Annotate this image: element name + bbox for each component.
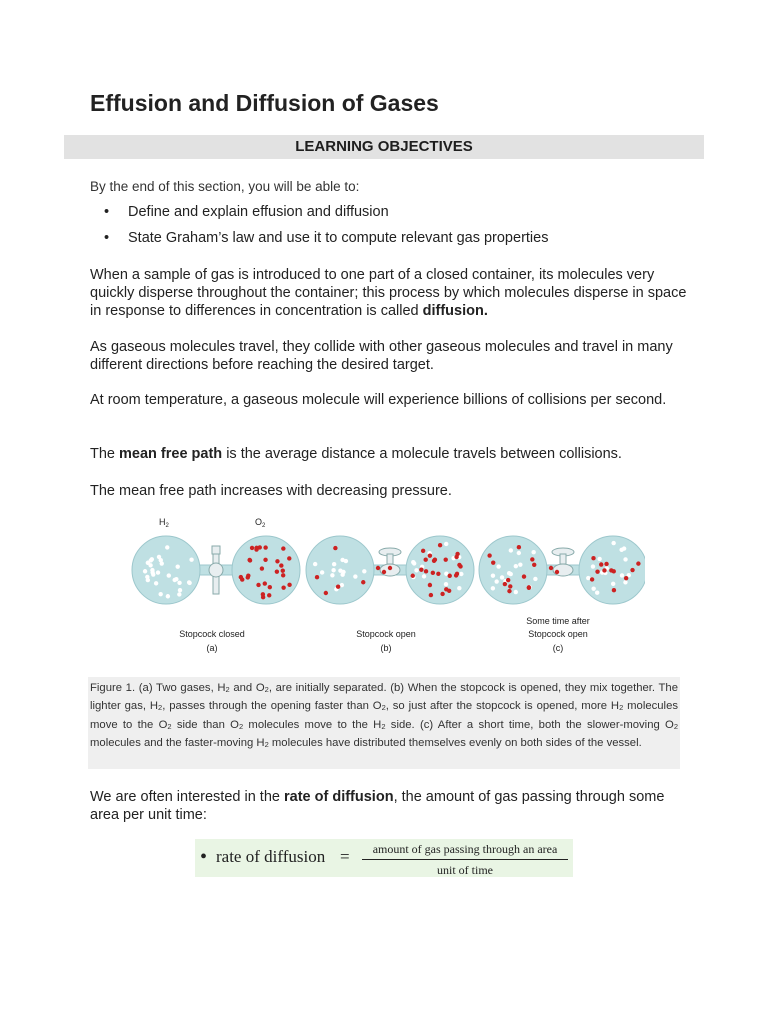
panel-some-time-after xyxy=(479,536,645,604)
h2-molecule xyxy=(362,569,366,573)
h2-molecule xyxy=(597,557,601,561)
o2-molecule xyxy=(454,555,458,559)
o2-molecule xyxy=(261,595,265,599)
h2-molecule xyxy=(189,558,193,562)
learning-objectives-header: LEARNING OBJECTIVES xyxy=(64,135,704,159)
o2-molecule xyxy=(250,546,254,550)
stopcock-handle xyxy=(212,546,220,554)
o2-molecule xyxy=(591,556,595,560)
o2-molecule xyxy=(260,566,264,570)
o2-molecule xyxy=(256,583,260,587)
o2-molecule xyxy=(388,566,392,570)
h2-molecule xyxy=(518,562,522,566)
panel-b-caption: Stopcock open xyxy=(356,629,416,639)
h2-molecule xyxy=(496,564,500,568)
h2-molecule xyxy=(338,569,342,573)
h2-molecule xyxy=(591,564,595,568)
o2-molecule xyxy=(530,557,534,561)
diffusion-term: diffusion. xyxy=(422,303,488,319)
o2-molecule xyxy=(263,558,267,562)
o2-molecule xyxy=(436,572,440,576)
o2-molecule xyxy=(431,571,435,575)
o2-molecule xyxy=(268,585,272,589)
o2-molecule xyxy=(506,578,510,582)
o2-molecule xyxy=(267,593,271,597)
o2-molecule xyxy=(333,546,337,550)
o2-molecule xyxy=(491,560,495,564)
h2-molecule xyxy=(150,557,154,561)
h2-molecule xyxy=(411,560,415,564)
formula-denominator: unit of time xyxy=(437,863,493,877)
h2-molecule xyxy=(187,581,191,585)
o2-molecule xyxy=(630,568,634,572)
h2-molecule xyxy=(340,583,344,587)
list-item: • State Graham’s law and use it to compute relevant gas properties xyxy=(104,230,549,246)
stopcock-stem xyxy=(387,554,393,564)
h2-molecule xyxy=(172,578,176,582)
h2-molecule xyxy=(178,588,182,592)
h2-molecule xyxy=(157,555,161,559)
h2-molecule xyxy=(330,573,334,577)
panel-a-letter: (a) xyxy=(206,643,218,653)
paragraph-mean-free-path: The mean free path is the average distance a molecule travels between collisions. xyxy=(90,446,622,462)
o2-molecule xyxy=(590,577,594,581)
diffusion-figure xyxy=(125,512,645,660)
h2-molecule xyxy=(150,570,154,574)
o2-molecule xyxy=(287,583,291,587)
h2-molecule xyxy=(313,562,317,566)
objectives-list xyxy=(90,202,548,254)
o2-molecule xyxy=(440,592,444,596)
paragraph-rate-of-diffusion: We are often interested in the rate of diffusion, the amount of gas passing through some area per unit time: xyxy=(90,789,665,823)
o2-molecule xyxy=(376,566,380,570)
h2-molecule xyxy=(143,569,147,573)
h2-molecule xyxy=(414,568,418,572)
h2-molecule xyxy=(444,542,448,546)
o2-molecule xyxy=(281,569,285,573)
o2-molecule xyxy=(361,580,365,584)
o2-molecule xyxy=(421,549,425,553)
o2-molecule xyxy=(517,545,521,549)
o2-molecule xyxy=(612,569,616,573)
o2-molecule xyxy=(455,572,459,576)
paragraph-room-temperature: At room temperature, a gaseous molecule will experience billions of collisions per second. xyxy=(90,392,667,408)
h2-molecule xyxy=(165,545,169,549)
h2-molecule xyxy=(332,562,336,566)
h2-molecule xyxy=(595,591,599,595)
stopcock-valve xyxy=(553,564,573,576)
o2-molecule xyxy=(315,575,319,579)
h2-molecule xyxy=(331,568,335,572)
o2-molecule xyxy=(429,593,433,597)
o2-molecule xyxy=(448,574,452,578)
o2-molecule xyxy=(636,561,640,565)
h2-molecule xyxy=(146,578,150,582)
o2-molecule xyxy=(507,589,511,593)
o2-molecule xyxy=(411,574,415,578)
panel-c-caption-line1: Some time after xyxy=(526,616,590,626)
panel-a-caption: Stopcock closed xyxy=(179,629,245,639)
h2-molecule xyxy=(514,590,518,594)
o2-molecule xyxy=(281,546,285,550)
o2-molecule xyxy=(508,584,512,588)
h2-molecule xyxy=(158,592,162,596)
panel-stopcock-closed xyxy=(132,536,300,604)
h2-molecule xyxy=(177,592,181,596)
o2-molecule xyxy=(503,582,507,586)
panel-stopcock-open xyxy=(306,536,474,604)
objectives-intro: By the end of this section, you will be able to: xyxy=(90,179,360,194)
h2-molecule xyxy=(623,557,627,561)
o2-molecule xyxy=(602,568,606,572)
o2-molecule xyxy=(324,591,328,595)
o2-molecule xyxy=(246,573,250,577)
h2-molecule xyxy=(623,580,627,584)
formula-numerator: amount of gas passing through an area xyxy=(372,842,558,856)
o2-molecule xyxy=(549,566,553,570)
o2-label: $O_2$ xyxy=(255,517,266,529)
h2-molecule xyxy=(509,548,513,552)
left-bulb xyxy=(479,536,547,604)
o2-molecule xyxy=(532,563,536,567)
h2-molecule xyxy=(457,586,461,590)
h2-molecule xyxy=(320,570,324,574)
o2-molecule xyxy=(527,585,531,589)
paragraph-diffusion: When a sample of gas is introduced to one part of a closed container, its molecules very quickly disperse throughout the container; this process by which molecules disperse in space in response to differences in concentration is called diffusion. xyxy=(90,267,687,319)
h2-molecule xyxy=(176,564,180,568)
figure-caption: Figure 1. (a) Two gases, $H_2$ and $O_2$, are initially separated. (b) When the stopcock is opened, they mix together. The lighter gas, $H_2$, passes through the opening faster than $O_2$, so just after the stopcock is opened, more $H_2$ molecules move to the $O_2$ side than $O_2$ molecules move to the $H_2$ side. (c) After a short time, both the slower-moving $O_2$ molecules and the faster-moving $H_2$ molecules have distributed themselves evenly on both sides of the vessel. xyxy=(90,682,679,750)
o2-molecule xyxy=(555,570,559,574)
o2-molecule xyxy=(279,563,283,567)
h2-molecule xyxy=(156,570,160,574)
panel-b-letter: (b) xyxy=(380,643,392,653)
h2-molecule xyxy=(611,582,615,586)
h2-molecule xyxy=(611,541,615,545)
o2-molecule xyxy=(487,553,491,557)
stopcock-valve xyxy=(209,563,223,577)
o2-molecule xyxy=(447,589,451,593)
h2-molecule xyxy=(586,576,590,580)
h2-molecule xyxy=(517,551,521,555)
rate-of-diffusion-term: rate of diffusion xyxy=(284,789,394,805)
o2-molecule xyxy=(281,573,285,577)
h2-label: $H_2$ xyxy=(159,517,169,529)
mean-free-path-term: mean free path xyxy=(119,446,223,462)
h2-molecule xyxy=(459,572,463,576)
page-title: Effusion and Diffusion of Gases xyxy=(90,90,439,116)
o2-molecule xyxy=(599,562,603,566)
bullet-icon: • xyxy=(104,230,110,246)
h2-molecule xyxy=(591,586,595,590)
h2-molecule xyxy=(491,573,495,577)
o2-molecule xyxy=(604,562,608,566)
h2-molecule xyxy=(514,564,518,568)
h2-molecule xyxy=(444,582,448,586)
o2-molecule xyxy=(258,545,262,549)
paragraph-collisions: As gaseous molecules travel, they collide with other gaseous molecules and travel in many different directions before reaching the desired target. xyxy=(90,339,673,373)
o2-molecule xyxy=(444,557,448,561)
panel-c-letter: (c) xyxy=(552,643,564,653)
stopcock-stem xyxy=(560,554,566,564)
o2-molecule xyxy=(624,576,628,580)
o2-molecule xyxy=(263,545,267,549)
formula-lhs: rate of diffusion xyxy=(216,847,326,866)
o2-molecule xyxy=(239,575,243,579)
o2-molecule xyxy=(382,570,386,574)
o2-molecule xyxy=(457,563,461,567)
o2-molecule xyxy=(424,558,428,562)
h2-molecule xyxy=(353,574,357,578)
formula-bullet: • xyxy=(200,846,208,868)
formula-equals: = xyxy=(340,847,350,866)
paragraph-pressure: The mean free path increases with decreasing pressure. xyxy=(90,483,452,499)
h2-molecule xyxy=(619,548,623,552)
list-item: • Define and explain effusion and diffusion xyxy=(104,204,389,220)
o2-molecule xyxy=(287,556,291,560)
o2-molecule xyxy=(433,557,437,561)
o2-molecule xyxy=(336,584,340,588)
o2-molecule xyxy=(281,585,285,589)
o2-molecule xyxy=(438,543,442,547)
o2-molecule xyxy=(612,588,616,592)
o2-molecule xyxy=(247,558,251,562)
formula-fraction xyxy=(360,842,570,878)
h2-molecule xyxy=(340,558,344,562)
o2-molecule xyxy=(428,553,432,557)
o2-molecule xyxy=(595,569,599,573)
h2-molecule xyxy=(531,550,535,554)
h2-molecule xyxy=(620,573,624,577)
h2-molecule xyxy=(177,581,181,585)
h2-molecule xyxy=(166,594,170,598)
h2-molecule xyxy=(500,575,504,579)
bullet-icon: • xyxy=(104,204,110,220)
panel-c-caption-line2: Stopcock open xyxy=(528,629,588,639)
o2-molecule xyxy=(424,569,428,573)
o2-molecule xyxy=(275,569,279,573)
o2-molecule xyxy=(263,581,267,585)
o2-molecule xyxy=(522,574,526,578)
h2-molecule xyxy=(148,563,152,567)
o2-molecule xyxy=(419,568,423,572)
h2-molecule xyxy=(533,577,537,581)
o2-molecule xyxy=(428,583,432,587)
h2-molecule xyxy=(422,574,426,578)
h2-molecule xyxy=(167,573,171,577)
o2-molecule xyxy=(275,559,279,563)
h2-molecule xyxy=(494,579,498,583)
h2-molecule xyxy=(491,586,495,590)
h2-molecule xyxy=(154,581,158,585)
h2-molecule xyxy=(507,571,511,575)
